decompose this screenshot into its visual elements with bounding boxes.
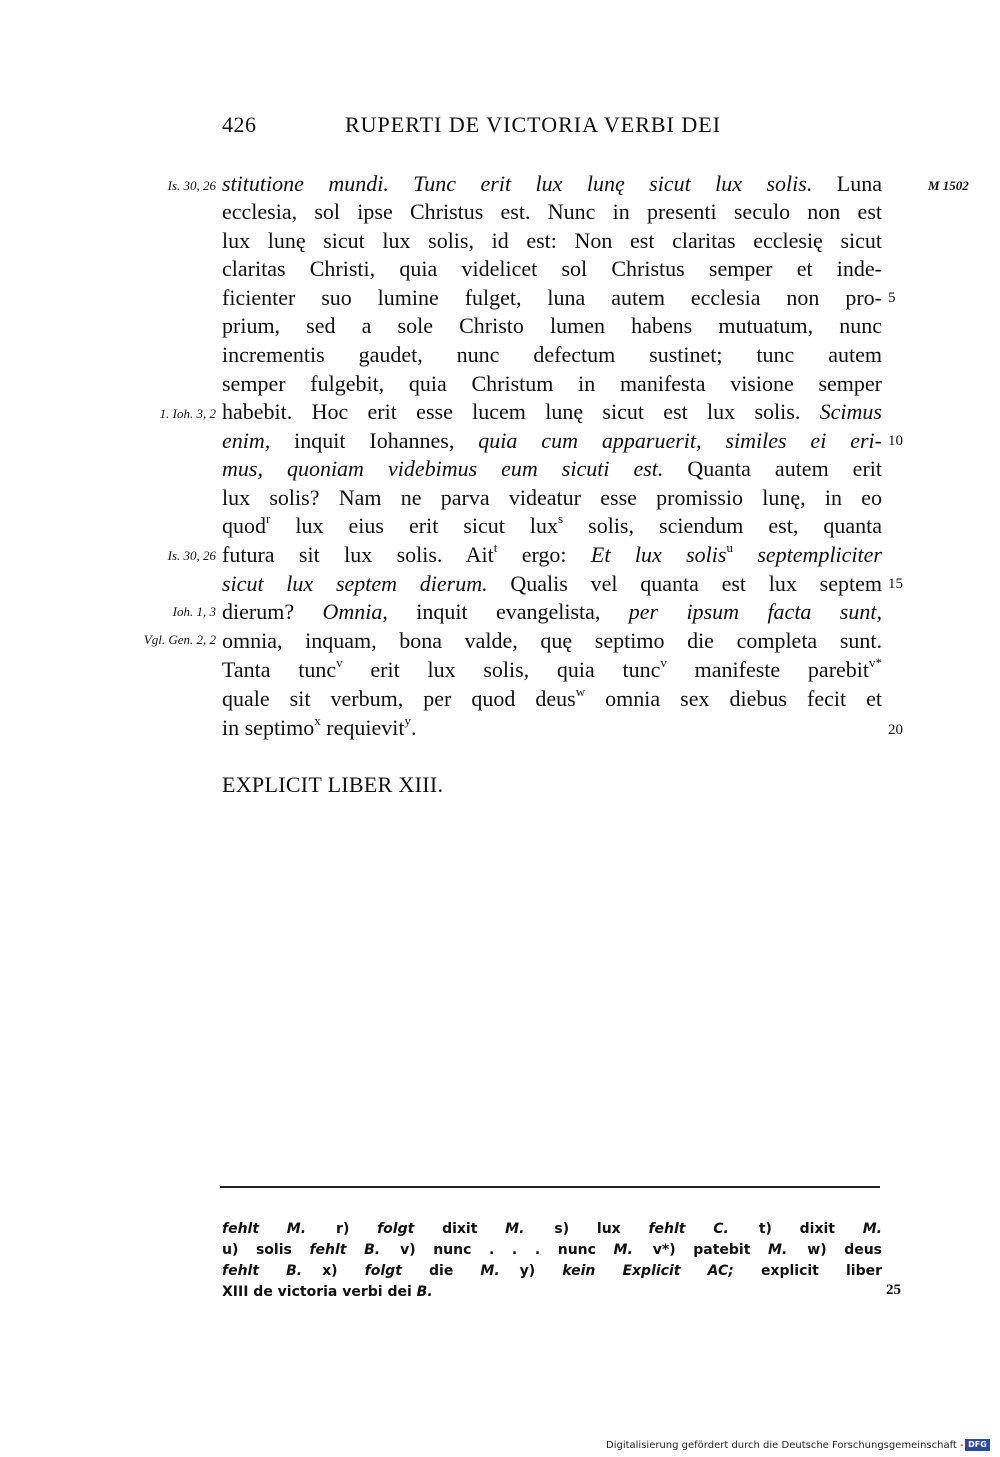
text-line-16 bbox=[222, 598, 882, 626]
margin-ref-4: Ioh. 1, 3 bbox=[172, 604, 216, 619]
text-line-20-b: requievit bbox=[320, 715, 405, 740]
fn1-a: fehlt M. bbox=[222, 1221, 307, 1237]
note-mark-w: w bbox=[575, 683, 586, 699]
text-line-10-roman: inquit Iohannes, bbox=[270, 428, 479, 453]
fn2-f: M. bbox=[768, 1242, 788, 1258]
note-mark-x: x bbox=[314, 712, 321, 728]
text-line-3: lux lunę sicut lux solis, id est: Non est claritas ecclesię sicut bbox=[222, 228, 882, 253]
text-line-15 bbox=[222, 570, 882, 598]
dfg-logo: DFG bbox=[965, 1439, 990, 1451]
fn3-d: die bbox=[401, 1263, 481, 1279]
text-line-15-roman: Qualis vel quanta est lux septem bbox=[487, 571, 882, 596]
fn2-e: v*) patebit bbox=[652, 1242, 769, 1258]
footnote-line-2 bbox=[222, 1240, 882, 1261]
footnote-line-number: 25 bbox=[886, 1282, 901, 1298]
line-number-10: 10 bbox=[888, 433, 903, 449]
margin-ref-5: Vgl. Gen. 2, 2 bbox=[143, 632, 216, 647]
fn1-f: s) lux bbox=[554, 1221, 649, 1237]
note-mark-y: y bbox=[404, 712, 411, 728]
fn3-a: fehlt B. bbox=[222, 1263, 303, 1279]
text-line-13-c: solis, sciendum est, quanta bbox=[563, 513, 882, 538]
text-line-4: claritas Christi, quia videlicet sol Christus semper et inde- bbox=[222, 256, 882, 281]
note-mark-r: r bbox=[266, 510, 271, 526]
fn1-h: t) dixit bbox=[758, 1221, 863, 1237]
line-number-20: 20 bbox=[888, 722, 903, 738]
text-line-9-italic: Scimus bbox=[819, 399, 882, 424]
text-line-1-italic: stitutione mundi. Tunc erit lux lunę sicut lux solis. bbox=[222, 171, 813, 196]
text-line-11-roman: Quanta autem erit bbox=[663, 456, 882, 481]
margin-ref-1: Is. 30, 26 bbox=[167, 178, 216, 193]
fn2-c: v) nunc . . . nunc bbox=[400, 1242, 614, 1258]
note-mark-v-star: v* bbox=[869, 654, 883, 670]
margin-ref-3: Is. 30, 26 bbox=[167, 548, 216, 563]
text-line-6: prium, sed a sole Christo lumen habens mutuatum, nunc bbox=[222, 313, 882, 338]
text-line-10 bbox=[222, 427, 882, 455]
text-line-14 bbox=[222, 541, 882, 569]
text-line-1 bbox=[222, 170, 882, 198]
text-line-18-c: manifeste parebit bbox=[666, 657, 870, 682]
text-line-9 bbox=[222, 398, 882, 426]
text-line-8: semper fulgebit, quia Christum in manifesta visione semper bbox=[222, 371, 882, 396]
fn4-a: XIII de victoria verbi dei bbox=[222, 1284, 417, 1300]
note-mark-v2: v bbox=[660, 654, 667, 670]
line-number-15: 15 bbox=[888, 576, 903, 592]
text-line-13 bbox=[222, 512, 882, 540]
fn1-e: M. bbox=[505, 1221, 525, 1237]
footnote-rule bbox=[220, 1186, 880, 1188]
fn3-c: folgt bbox=[364, 1263, 402, 1279]
text-line-20-c: . bbox=[410, 715, 417, 740]
note-mark-s: s bbox=[558, 510, 564, 526]
fn3-g: kein Explicit AC; bbox=[562, 1263, 734, 1279]
explicit-heading: EXPLICIT LIBER XIII. bbox=[222, 772, 444, 797]
note-mark-u: u bbox=[726, 539, 733, 555]
footnote-line-1 bbox=[222, 1219, 882, 1240]
text-line-11 bbox=[222, 455, 882, 483]
text-line-19-a: quale sit verbum, per quod deus bbox=[222, 686, 576, 711]
running-title: RUPERTI DE VICTORIA VERBI DEI bbox=[345, 112, 722, 137]
text-line-5: ficienter suo lumine fulget, luna autem ecclesia non pro- bbox=[222, 285, 882, 310]
text-line-16-a: dierum? bbox=[222, 599, 323, 624]
fn1-g: fehlt C. bbox=[648, 1221, 729, 1237]
note-mark-t: t bbox=[493, 539, 498, 555]
fn3-f: y) bbox=[519, 1263, 563, 1279]
text-line-14-italic-b: septempliciter bbox=[732, 542, 882, 567]
text-line-1-roman: Luna bbox=[812, 171, 882, 196]
text-line-14-a: futura sit lux solis. Ait bbox=[222, 542, 494, 567]
fn2-d: M. bbox=[613, 1242, 633, 1258]
fn1-d: dixit bbox=[414, 1221, 506, 1237]
text-line-10-italic-b: quia cum apparuerit, similes ei eri- bbox=[478, 428, 882, 453]
text-line-9-roman: habebit. Hoc erit esse lucem lunę sicut est lux solis. bbox=[222, 399, 820, 424]
text-line-16-italic-a: Omnia, bbox=[322, 599, 388, 624]
text-line-18-b: erit lux solis, quia tunc bbox=[342, 657, 661, 682]
text-line-18-a: Tanta tunc bbox=[222, 657, 337, 682]
text-line-19 bbox=[222, 685, 882, 713]
fn1-c: folgt bbox=[377, 1221, 415, 1237]
page-number: 426 bbox=[222, 112, 257, 137]
fn3-h: explicit liber bbox=[733, 1263, 882, 1279]
text-line-11-italic: mus, quoniam videbimus eum sicuti est. bbox=[222, 456, 664, 481]
text-line-13-b: lux eius erit sicut lux bbox=[270, 513, 559, 538]
text-line-20 bbox=[222, 714, 882, 742]
fn3-e: M. bbox=[480, 1263, 500, 1279]
text-line-16-italic-b: per ipsum facta sunt, bbox=[628, 599, 882, 624]
fn1-i: M. bbox=[862, 1221, 882, 1237]
fn2-b: fehlt B. bbox=[309, 1242, 381, 1258]
text-line-17: omnia, inquam, bona valde, quę septimo die completa sunt. bbox=[222, 628, 882, 653]
text-line-15-italic: sicut lux septem dierum. bbox=[222, 571, 488, 596]
text-line-20-a: in septimo bbox=[222, 715, 315, 740]
text-line-16-c: inquit evangelista, bbox=[387, 599, 629, 624]
digitization-credit: Digitalisierung gefördert durch die Deutsche Forschungsgemeinschaft - bbox=[606, 1440, 964, 1451]
fn2-a: u) solis bbox=[222, 1242, 310, 1258]
text-line-18 bbox=[222, 656, 882, 684]
text-line-2: ecclesia, sol ipse Christus est. Nunc in presenti seculo non est bbox=[222, 199, 882, 224]
line-number-5: 5 bbox=[888, 290, 896, 306]
margin-ref-m: M 1502 bbox=[928, 178, 969, 193]
fn4-b: B. bbox=[416, 1284, 433, 1300]
fn1-b: r) bbox=[336, 1221, 378, 1237]
text-line-10-italic-a: enim, bbox=[222, 428, 271, 453]
text-line-14-italic-a: Et lux solis bbox=[590, 542, 727, 567]
text-line-14-b: ergo: bbox=[497, 542, 591, 567]
note-mark-v1: v bbox=[336, 654, 343, 670]
fn2-g: w) deus bbox=[807, 1242, 883, 1258]
fn3-b: x) bbox=[322, 1263, 365, 1279]
text-line-7: incrementis gaudet, nunc defectum sustinet; tunc autem bbox=[222, 342, 882, 367]
text-line-12: lux solis? Nam ne parva videatur esse promissio lunę, in eo bbox=[222, 485, 882, 510]
text-line-19-b: omnia sex diebus fecit et bbox=[585, 686, 882, 711]
margin-ref-2: 1. Ioh. 3, 2 bbox=[159, 406, 216, 421]
text-line-13-a: quod bbox=[222, 513, 266, 538]
footnote-line-4 bbox=[222, 1282, 882, 1303]
footnote-line-3 bbox=[222, 1261, 882, 1282]
